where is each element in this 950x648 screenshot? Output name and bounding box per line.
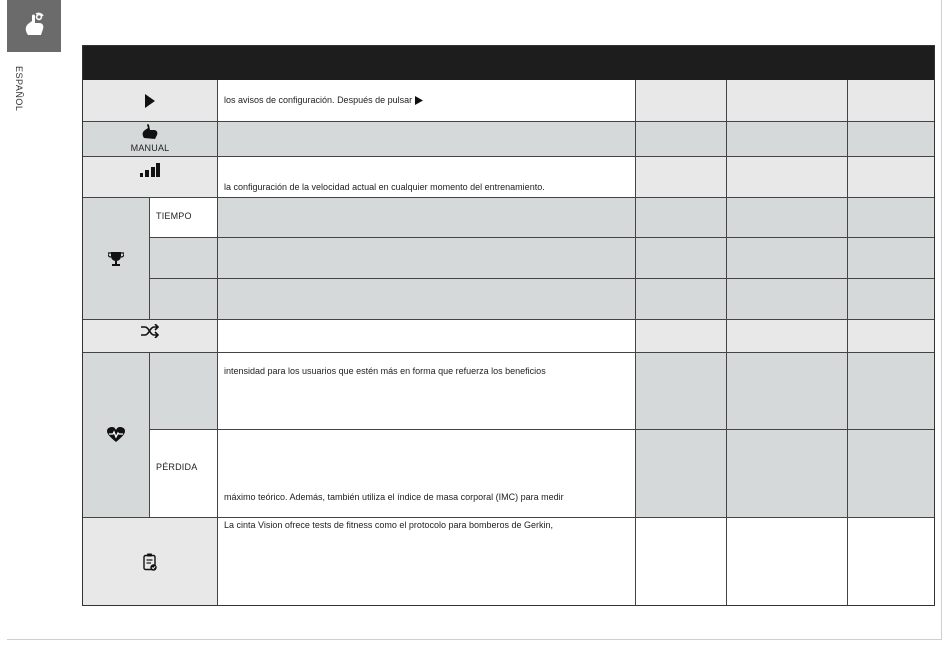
heart-pulse-icon — [107, 427, 125, 443]
row-heart-text-cell-1 — [218, 353, 636, 430]
table-cell — [636, 122, 727, 157]
row-shuffle-icon-cell — [83, 320, 218, 353]
table-cell — [636, 430, 727, 518]
row-manual-label: MANUAL — [130, 143, 170, 153]
touch-hand-icon — [19, 11, 49, 41]
row-perdida-label: PÉRDIDA — [156, 462, 198, 472]
table-cell — [727, 320, 848, 353]
table-cell — [848, 198, 934, 238]
table-cell — [727, 279, 848, 320]
table-cell — [848, 320, 934, 353]
table-cell — [848, 122, 934, 157]
row-heart-text-cell-2 — [218, 430, 636, 518]
table-cell — [636, 198, 727, 238]
row-play-text: los avisos de configuración. Después de pulsar — [224, 95, 413, 105]
table-cell — [848, 279, 934, 320]
table-cell — [848, 80, 934, 122]
row-signal-text: la configuración de la velocidad actual en cualquier momento del entrenamiento. — [224, 182, 545, 192]
table-cell — [727, 353, 848, 430]
table-cell — [848, 238, 934, 279]
row-clipboard-icon-cell — [83, 518, 218, 605]
row-heart-icon-cell — [83, 353, 150, 518]
play-icon — [144, 94, 156, 108]
table-cell — [636, 518, 727, 605]
row-clipboard-text-cell — [218, 518, 636, 605]
table-cell — [636, 238, 727, 279]
row-shuffle-text-cell — [218, 320, 636, 353]
row-heart-text-2: máximo teórico. Además, también utiliza el índice de masa corporal (IMC) para medir — [224, 492, 564, 502]
row-tiempo-label: TIEMPO — [156, 211, 192, 221]
table-cell — [727, 157, 848, 198]
table-cell — [150, 353, 218, 430]
table-cell — [636, 279, 727, 320]
table-cell — [727, 198, 848, 238]
table-cell — [848, 430, 934, 518]
row-trophy-icon-cell — [83, 198, 150, 320]
table-cell — [150, 279, 218, 320]
table-cell — [727, 80, 848, 122]
row-play-text-cell — [218, 80, 636, 122]
table-cell — [636, 353, 727, 430]
row-play-icon-cell — [83, 80, 218, 122]
sidebar-language: ESPAÑOL — [14, 66, 24, 112]
row-heart-text-1: intensidad para los usuarios que estén más en forma que refuerza los beneficios — [224, 366, 546, 376]
hand-pointer-icon — [141, 124, 159, 140]
table-cell — [727, 122, 848, 157]
table-cell — [636, 157, 727, 198]
table-cell — [218, 238, 636, 279]
clipboard-check-icon — [143, 553, 157, 571]
table-cell — [218, 279, 636, 320]
row-clipboard-text: La cinta Vision ofrece tests de fitness como el protocolo para bomberos de Gerkin, — [224, 520, 554, 530]
shuffle-icon — [141, 324, 159, 338]
table-cell — [848, 518, 934, 605]
sidebar-tab — [7, 0, 61, 52]
table-cell — [218, 198, 636, 238]
row-tiempo-label-cell — [150, 198, 218, 238]
table-cell — [727, 430, 848, 518]
row-signal-icon-cell — [83, 157, 218, 198]
row-manual-text-cell — [218, 122, 636, 157]
play-icon-inline — [415, 96, 423, 105]
table-cell — [848, 353, 934, 430]
row-perdida-label-cell — [150, 430, 218, 518]
table-cell — [727, 238, 848, 279]
table-cell — [636, 80, 727, 122]
row-manual-icon-cell — [83, 122, 218, 157]
table-cell — [848, 157, 934, 198]
signal-bars-icon — [140, 163, 160, 177]
feature-table — [82, 45, 935, 606]
row-signal-text-cell — [218, 157, 636, 198]
table-cell — [727, 518, 848, 605]
table-cell — [636, 320, 727, 353]
table-cell — [150, 238, 218, 279]
trophy-icon — [108, 251, 124, 267]
table-header-band — [83, 46, 934, 80]
